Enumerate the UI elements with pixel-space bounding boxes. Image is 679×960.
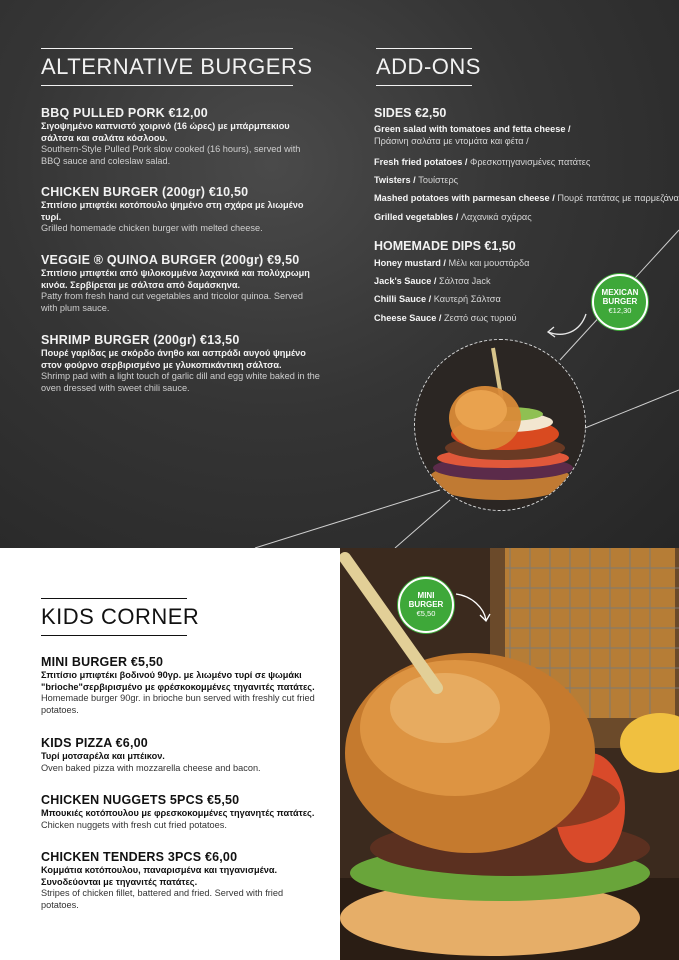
menu-item-chicken-nuggets (41, 793, 321, 831)
item-desc-greek: Πουρέ γαρίδας με σκόρδο άνηθο και ασπράδι αυγού ψημένο στον φούρνο σερβιρισμένο με γλυκοπικάντικη σάλτσα. (41, 348, 306, 370)
mini-burger-photo (340, 548, 679, 960)
item-desc-greek: Σπιτίσιο μπιφτέκι βοδινού 90γρ. με λιωμένο τυρί σε ψωμάκι "brioche"σερβιρισμένο με φρέσκοκομμένες τηγανιτές πατάτες. (41, 670, 315, 692)
menu-item-chicken-tenders (41, 850, 321, 911)
section-title-alternative-burgers: ALTERNATIVE BURGERS (41, 48, 293, 86)
item-desc-english: Patty from fresh hand cut vegetables and tricolor quinoa. Served with plum sauce. (41, 291, 303, 313)
mini-burger-badge: MINI BURGER €5,50 (398, 577, 454, 633)
dip-row: Cheese Sauce / Ζεστό σως τυριού (374, 312, 517, 323)
menu-item-kids-pizza (41, 736, 321, 774)
mexican-burger-badge: MEXICAN BURGER €12,30 (592, 274, 648, 330)
item-name: KIDS PIZZA €6,00 (41, 736, 148, 750)
item-desc-english: Southern-Style Pulled Pork slow cooked (16 hours), served with BBQ sauce and coleslaw salad. (41, 144, 301, 166)
addons-sides (374, 106, 679, 226)
item-desc-english: Shrimp pad with a light touch of garlic dill and egg white baked in the oven dressed with sweet chili sauce. (41, 371, 320, 393)
item-desc-greek: Σιγοψημένο καπνιστό χοιρινό (16 ώρες) με μπάρμπεκιου σάλτσα και σαλάτα κόσλοου. (41, 121, 290, 143)
item-desc-greek: Σπιτίσιο μπιφτέκι από ψιλοκομμένα λαχανικά και πολύχρωμη κινόα. Σερβίρεται με σάλτσα από δαμάσκηνα. (41, 268, 310, 290)
item-name: CHICKEN NUGGETS 5PCS €5,50 (41, 793, 240, 807)
sides-heading: SIDES €2,50 (374, 106, 447, 120)
side-row: Fresh fried potatoes / Φρεσκοτηγανισμένες πατάτες (374, 157, 591, 167)
menu-item-bbq-pulled-pork (41, 106, 321, 167)
side-row: Mashed potatoes with parmesan cheese / Πουρέ πατάτας με παρμεζάνα (374, 193, 679, 204)
dip-row: Jack's Sauce / Σάλτσα Jack (374, 276, 491, 287)
item-desc-greek: Σπιτίσιο μπιφτέκι κοτόπουλο ψημένο στη σχάρα με λιωμένο τυρί. (41, 200, 304, 222)
section-title-kids-corner: KIDS CORNER (41, 598, 187, 636)
menu-item-shrimp-burger (41, 333, 321, 394)
item-desc-english: Stripes of chicken fillet, battered and fried. Served with fried potatoes. (41, 888, 284, 910)
item-name: CHICKEN TENDERS 3PCS €6,00 (41, 850, 238, 864)
item-desc-english: Chicken nuggets with fresh cut fried potatoes. (41, 819, 227, 830)
curved-arrow-icon (452, 588, 492, 628)
item-name: VEGGIE ® QUINOA BURGER (200gr) €9,50 (41, 253, 300, 267)
item-desc-greek: Τυρί μοτσαρέλα και μπέικον. (41, 751, 165, 761)
dip-row: Honey mustard / Μέλι και μουστάρδα (374, 258, 530, 268)
menu-item-chicken-burger (41, 185, 321, 235)
item-name: CHICKEN BURGER (200gr) €10,50 (41, 185, 249, 199)
side-row: Grilled vegetables / Λαχανικά σχάρας (374, 211, 532, 222)
item-desc-english: Oven baked pizza with mozzarella cheese and bacon. (41, 762, 261, 773)
menu-item-mini-burger (41, 655, 321, 716)
dip-row: Chilli Sauce / Καυτερή Σάλτσα (374, 294, 501, 305)
item-desc-greek: Μπουκιές κοτόπουλου με φρεσκοκομμένες τηγανητές πατάτες. (41, 808, 315, 818)
side-row: Green salad with tomatoes and fetta cheese / Πράσινη σαλάτα με ντομάτα και φέτα / (374, 124, 571, 146)
dips-heading: HOMEMADE DIPS €1,50 (374, 239, 516, 253)
item-desc-greek: Κομμάτια κοτόπουλου, παναρισμένα και τηγανισμένα. Συνοδεύονται με τηγανιτές πατάτες. (41, 865, 278, 887)
item-desc-english: Grilled homemade chicken burger with melted cheese. (41, 223, 263, 233)
side-row: Twisters / Τουίστερς (374, 175, 459, 186)
curved-arrow-icon (540, 310, 590, 344)
item-desc-english: Homemade burger 90gr. in brioche bun served with freshly cut fried potatoes. (41, 693, 315, 715)
section-title-add-ons: ADD-ONS (376, 48, 472, 86)
menu-item-veggie-quinoa-burger (41, 253, 321, 314)
item-name: BBQ PULLED PORK €12,00 (41, 106, 208, 120)
mexican-burger-photo (414, 339, 586, 511)
kids-corner-section (0, 548, 679, 960)
item-name: MINI BURGER €5,50 (41, 655, 164, 669)
item-name: SHRIMP BURGER (200gr) €13,50 (41, 333, 240, 347)
